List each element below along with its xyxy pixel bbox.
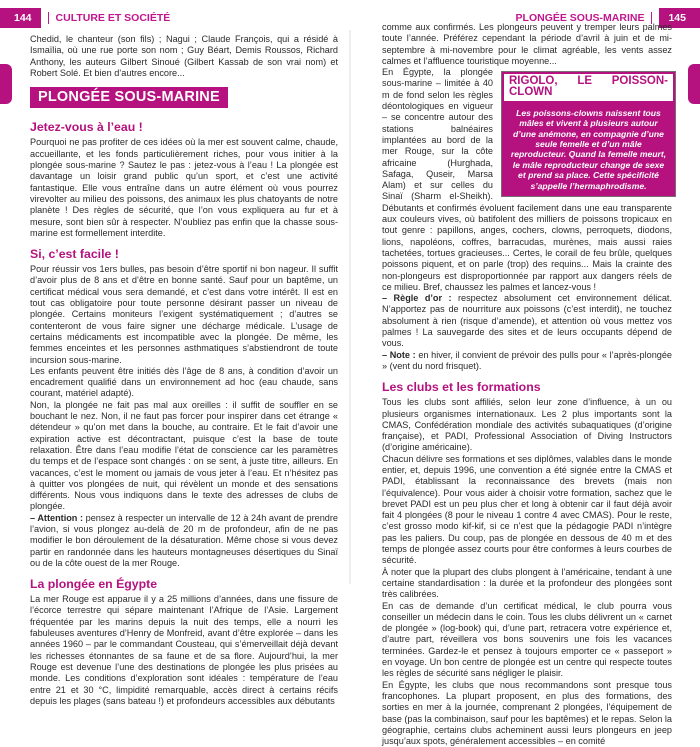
paragraph-attention: [30, 513, 338, 569]
paragraph-clubs-5: En Égypte, les clubs que nous recommandons sont presque tous francophones. La plupart proposent, en plus des formations, des sorties en mer à la journée, comprenant 2 plongées, l’équipement de base (pas la combinaison, sauf pour les baptêmes) et le repas. Selon la géographie, certains clubs acheminent aussi leurs plongeurs en jeep jusqu’aux spots, généralement accessibles – en comité: [382, 679, 672, 747]
sidebar-box-poisson-clown: [501, 71, 676, 197]
attention-label: – Attention :: [30, 512, 84, 523]
left-page-header: [0, 8, 346, 28]
paragraph-regle-or: [382, 293, 672, 349]
heading-plongee-egypte: La plongée en Égypte: [30, 577, 158, 592]
note-label: – Note :: [382, 349, 416, 360]
left-edge-tab: [0, 64, 12, 104]
heading-cest-facile: Si, c’est facile !: [30, 247, 119, 262]
paragraph-facile-3: Non, la plongée ne fait pas mal aux oreilles : il suffit de souffler en se bouchant le nez. Non, il ne faut pas forcer pour inspirer dans cet étrange « détendeur » qu’on met dans la bouche, au contraire. Et le fait d’avoir une expiration active est décontractant, puisque c’est la base de toute relaxation. Être dans l’eau modifie l’état de conscience car les paramètres du temps et de l’espace sont changés : on se sent, à juste titre, ailleurs. En vacances, c’est le moment ou jamais de vous jeter à l’eau. Et n’hésitez pas à quitter vos plongées de nuit, qui révèlent un monde et des sensations différents. Nous vous indiquons dans le texte des adresses de clubs de plongée.: [30, 399, 338, 512]
paragraph-egypte: La mer Rouge est apparue il y a 25 millions d’années, dans une fissure de l’écorce terrestre qui sépare maintenant l’Afrique de l’Asie. Largement fréquentée par les marins depuis la nuit des temps, elle a nourri les fabuleuses aventures d’Henry de Monfreid, avant d’être explorée – dans les années 1960 – par le commandant Cousteau, qui s’émerveillait déjà devant les richesses étonnantes de sa faune et de sa flore. Aujourd’hui, la mer Rouge est devenue l’une des destinations de plongée les plus prisées au monde. Les conditions d’exploration sont idéales : température de l’eau entre 21 et 30 °C, limpidité remarquable, accès direct à certains récifs depuis les plages (sans bateau !) et profondeurs accessibles aux débutants: [30, 594, 338, 706]
right-section-title: PLONGÉE SOUS-MARINE: [515, 12, 645, 24]
right-page-number: 145: [659, 8, 700, 28]
paragraph-clubs-1: Tous les clubs sont affiliés, selon leur zone d’influence, à un ou plusieurs organismes internationaux. Les 2 plus importants sont la CMAS, Confédération mondiale des activités subaquatiques (d’origine française), et PADI, Professional Association of Diving Instructors (d’origine américaine).: [382, 397, 672, 453]
paragraph-continued: comme aux confirmés. Les plongeurs peuvent y tremper leurs palmes toute l’année. Préférez cependant la période d’avril à juin et de mi-septembre à mi-novembre pour le climat agréable, les vents assez calmes et l’affluence touristique moyenne...: [382, 22, 672, 66]
paragraph-clubs-2: Chacun délivre ses formations et ses diplômes, valables dans le monde entier, et, depuis 1996, une convention a été signée entre la CMAS et PADI, établissant la reconnaissance des brevets (mais non l’équivalence). Pour vous aider à choisir votre formation, sachez que le brevet PADI est un peu plus cher et long à obtenir car il faut déjà avoir fait 4 plongées (8 pour le niveau 1 contre 4 avec CMAS). Pour le reste, c’est grosso modo kif-kif, si ce n’est que la pédagogie PADI n’intègre pas les paliers. Du coup, pas de plongée en dessous de 40 m et des temps de plongée assez courts pour être conformes à leurs courbes de sécurité.: [382, 453, 672, 566]
attention-text: pensez à respecter un intervalle de 12 à 24h avant de prendre l’avion, si vous plongez au-delà de 20 m de profondeur, afin de ne pas modifier le bon déroulement de la désaturation. Même chose si vous devez partir en randonnée dans les hauteurs montagneuses désertiques du Sinaï ou de la côte ouest de la mer Rouge.: [30, 512, 338, 568]
right-page-column: [382, 22, 672, 747]
page-gutter: [349, 30, 351, 584]
regle-label: – Règle d’or :: [382, 293, 452, 304]
heading-jetez-vous: Jetez-vous à l’eau !: [30, 120, 143, 135]
sidebar-box-text: Les poissons-clowns naissent tous mâles et vivent à plusieurs autour d’une anémone, en compagnie d’une seule femelle et d’un mâle reproducteur. Quand la femelle meurt, le mâle reproducteur change de sexe et prend sa place. Cette spécificité s’appelle l’hermaphrodisme.: [510, 107, 667, 191]
left-page-column: [30, 34, 338, 707]
paragraph-clubs-4: En cas de demande d’un certificat médical, le club pourra vous conseiller un médecin dans le coin. Tous les clubs délivrent un « carnet de plongée » (log-book) qui, d’une part, retracera votre expérience et, d’autre part, réveillera vos bons souvenirs une fois les vacances terminées. Gardez-le et pensez à toujours emporter ce « passeport » en voyage. Un bon centre de plongée est un centre qui respecte toutes les règles de sécurité sans négliger le plaisir.: [382, 600, 672, 679]
sidebar-box-title: RIGOLO, LE POISSON-CLOWN: [504, 74, 673, 103]
paragraph-note: [382, 350, 672, 373]
right-edge-tab: [688, 64, 700, 104]
paragraph-jetez-vous: Pourquoi ne pas profiter de ces idées où la mer est souvent calme, chaude, accueillante, et les fonds particulièrement riches, pour vous initier à la plongée sous-marine ? Sautez le pas : jetez-vous à l’eau ! La plongée est davantage un loisir grand public qu’un sport, et c’est une activité fantastique. Elle vous entraîne dans un autre élément où vous pourrez virevolter au milieu des poissons, des animaux les plus chatoyants de notre planète ! Des règles de sécurité, que l’on vous expliquera au fur et à mesure, sont bien sûr à respecter. N’oubliez pas enfin que la chasse sous-marine est formellement interdite.: [30, 137, 338, 238]
left-section-title: CULTURE ET SOCIÉTÉ: [55, 12, 171, 24]
header-divider: [48, 12, 49, 24]
paragraph-facile-1: Pour réussir vos 1ers bulles, pas besoin d’être sportif ni bon nageur. Il suffit d’avoir plus de 8 ans et d’être en bonne santé. Sauf pour un baptême, un certificat médical vous sera demandé, et c’est dans votre intérêt. Il est en tout cas obligatoire pour toute personne désirant passer un niveau de plongée. Certains moniteurs l’exigent systématiquement ; d’autres se contenteront de vous faire signer une décharge médicale. L’usage de certains médicaments est incompatible avec la plongée. De même, les femmes enceintes et les personnes asthmatiques s’abstiendront de toute incursion sous-marine.: [30, 264, 338, 365]
left-page-number: 144: [0, 8, 41, 28]
paragraph-egypte-2: En Égypte, la plongée sous-marine – limitée à 40 m de fond selon les règles déontologiques en vigueur – se concentre autour des stations balnéaires implantées au bord de la mer Rouge, sur la côte africaine (Hurghada, Safaga, Quseir, Marsa Alam) et sur celles du Sinaï (Sharm el-Sheikh). Débutants et confirmés évoluent facilement dans une eau transparente aux couleurs vives, où batifolent des milliers de poissons tropicaux en tout genre : papillons, anges, cochers, clowns, perroquets, diodons, lions, napoléons, coffres, barracudas, murènes, mais aussi raies tachetées, tortues gracieuses... Certes, le corail de feu brûle, quelques poissons piquent, et on parle (trop) des requins... Mais la crainte des non-plongeurs est disproportionnée par rapport aux dangers réels de ce milieu. Bref, chaussez les palmes et lancez-vous !: [382, 67, 672, 292]
section-banner: PLONGÉE SOUS-MARINE: [30, 87, 228, 108]
heading-clubs-formations: Les clubs et les formations: [382, 380, 541, 395]
paragraph-facile-2: Les enfants peuvent être initiés dès l’âge de 8 ans, à condition d’avoir un encadrement qualifié dans un environnement ad hoc (eau chaude, sans courant, matériel adapté).: [30, 365, 338, 399]
intro-paragraph: Chedid, le chanteur (son fils) ; Nagui ; Claude François, qui a résidé à Ismaïlia, où une rue porte son nom ; Guy Béart, Demis Roussos, Richard Anthony, les auteurs Gilbert Sinoué (Gilbert Kassab de son vrai nom) et Robert Solé. Et bien d’autres encore...: [30, 34, 338, 78]
regle-text: respectez absolument cet environnement délicat. N’apportez pas de nourriture aux poissons (c’est interdit), ne touchez absolument à rien (risque d’amende), et attention où vous mettez vos palmes ! La sauvegarde des sites et de leurs occupants dépend de vous.: [382, 293, 672, 349]
note-text: en hiver, il convient de prévoir des pulls pour « l’après-plongée » (vent du nord frisquet).: [382, 349, 672, 371]
paragraph-clubs-3: À noter que la plupart des clubs plongent à l’américaine, tendant à une certaine standardisation : la durée et la profondeur des plongées sont très calibrées.: [382, 566, 672, 600]
